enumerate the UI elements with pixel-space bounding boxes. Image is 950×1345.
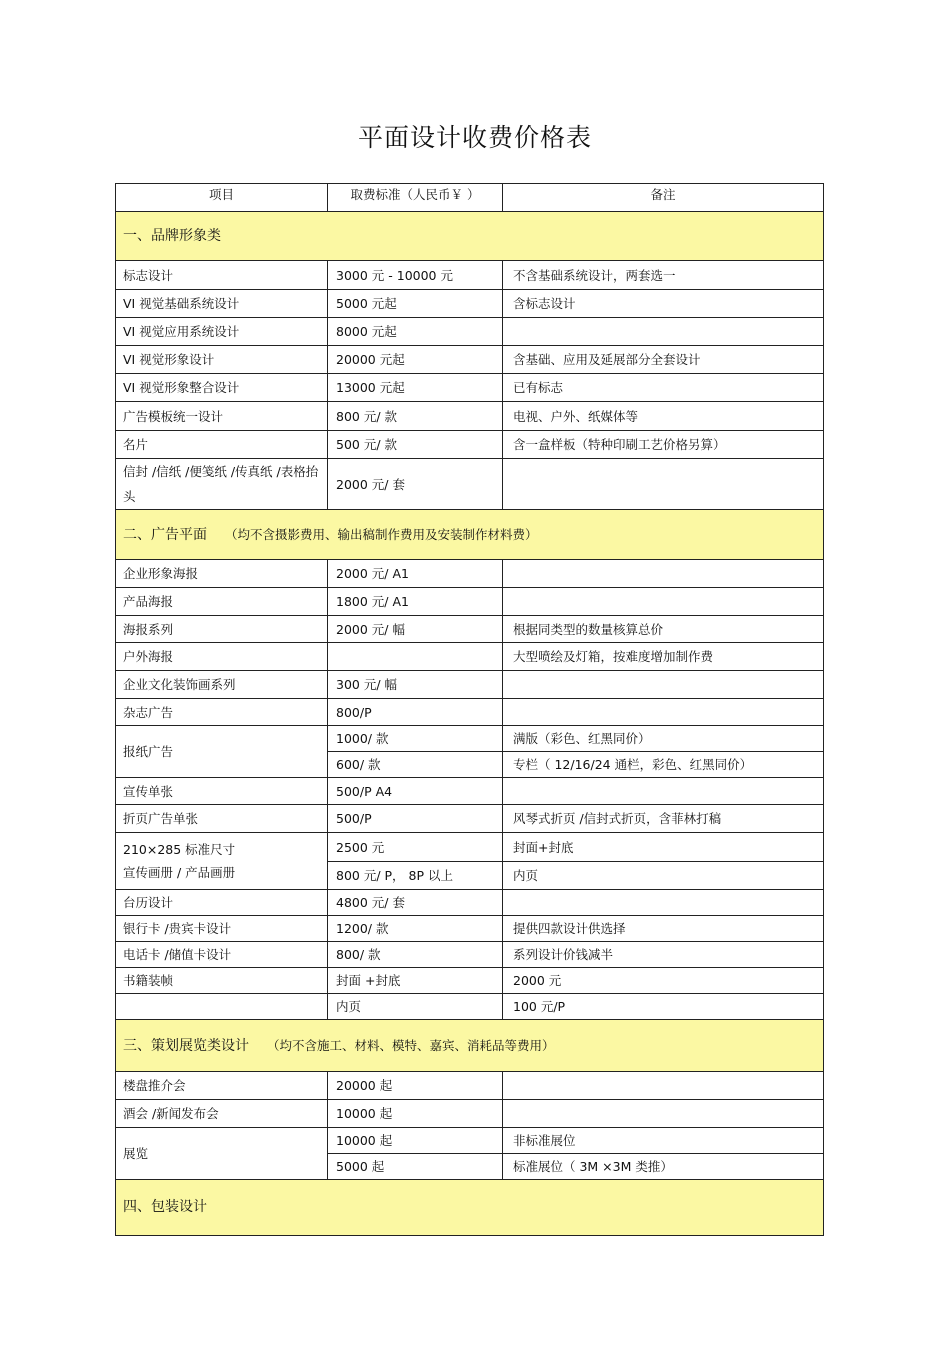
- fee-cell: 2000 元/ 幅: [328, 616, 503, 643]
- table-row: [116, 643, 824, 671]
- note-cell: 含标志设计: [503, 290, 824, 318]
- item-cell: VI 视觉形象整合设计: [116, 374, 328, 402]
- note-cell: 大型喷绘及灯箱，按难度增加制作费: [503, 643, 824, 671]
- table-row: [116, 916, 824, 942]
- header-item: 项目: [116, 184, 328, 212]
- item-cell: 银行卡 /贵宾卡设计: [116, 916, 328, 942]
- section-row: [116, 510, 824, 560]
- section-label: 二、广告平面: [123, 526, 207, 543]
- section-brand: [116, 212, 824, 261]
- note-cell: [503, 890, 824, 916]
- item-cell: 展览: [116, 1128, 328, 1180]
- table-row: [116, 833, 824, 862]
- section-label: 一、品牌形象类: [123, 227, 221, 244]
- item-cell: 信封 /信纸 /便笺纸 /传真纸 /表格抬头: [116, 459, 328, 510]
- section-ad: [116, 510, 824, 560]
- fee-cell: 2500 元: [328, 833, 503, 862]
- fee-cell: 4800 元/ 套: [328, 890, 503, 916]
- fee-cell: 2000 元/ 套: [328, 459, 503, 510]
- note-cell: 提供四款设计供选择: [503, 916, 824, 942]
- fee-cell: 800 元/ 款: [328, 402, 503, 431]
- item-cell: 产品海报: [116, 588, 328, 616]
- table-row: [116, 1128, 824, 1154]
- table-row: [116, 588, 824, 616]
- fee-cell: 600/ 款: [328, 752, 503, 778]
- note-cell: 专栏（ 12/16/24 通栏，彩色、红黑同价）: [503, 752, 824, 778]
- item-cell: 户外海报: [116, 643, 328, 671]
- table-row: [116, 778, 824, 805]
- price-table: [115, 183, 824, 1236]
- table-row: [116, 374, 824, 402]
- item-cell: 企业形象海报: [116, 560, 328, 588]
- note-cell: 100 元/P: [503, 994, 824, 1020]
- note-cell: 不含基础系统设计，两套选一: [503, 261, 824, 290]
- page-title: 平面设计收费价格表: [357, 123, 592, 152]
- fee-cell: 800 元/ P， 8P 以上: [328, 862, 503, 890]
- section-label: 三、策划展览类设计: [123, 1037, 249, 1054]
- table-row: [116, 402, 824, 431]
- section-plan: [116, 1020, 824, 1072]
- note-cell: 风琴式折页 /信封式折页，含菲林打稿: [503, 805, 824, 833]
- note-cell: [503, 588, 824, 616]
- item-cell: 杂志广告: [116, 699, 328, 726]
- note-cell: 含基础、应用及延展部分全套设计: [503, 346, 824, 374]
- fee-cell: 300 元/ 幅: [328, 671, 503, 699]
- fee-cell: [328, 643, 503, 671]
- item-label-line: 宣传画册 / 产品画册: [123, 865, 236, 880]
- item-label-line: 210×285 标准尺寸: [123, 842, 236, 857]
- fee-cell: 内页: [328, 994, 503, 1020]
- section-note: （均不含施工、材料、模特、嘉宾、消耗品等费用）: [267, 1037, 555, 1053]
- item-cell: 酒会 /新闻发布会: [116, 1100, 328, 1128]
- note-cell: 内页: [503, 862, 824, 890]
- table-row: [116, 616, 824, 643]
- table-row: [116, 994, 824, 1020]
- item-cell: VI 视觉应用系统设计: [116, 318, 328, 346]
- fee-cell: 500 元/ 款: [328, 431, 503, 459]
- item-cell: [116, 833, 328, 890]
- note-cell: 含一盒样板（特种印刷工艺价格另算）: [503, 431, 824, 459]
- table-row: [116, 726, 824, 752]
- item-cell: [116, 994, 328, 1020]
- section-packaging: [116, 1180, 824, 1236]
- note-cell: [503, 1072, 824, 1100]
- item-cell: 书籍装帧: [116, 968, 328, 994]
- item-cell: 标志设计: [116, 261, 328, 290]
- note-cell: [503, 318, 824, 346]
- item-cell: 楼盘推介会: [116, 1072, 328, 1100]
- section-label: 四、包装设计: [123, 1199, 207, 1215]
- fee-cell: 1000/ 款: [328, 726, 503, 752]
- note-cell: 非标准展位: [503, 1128, 824, 1154]
- table-row: [116, 1072, 824, 1100]
- note-cell: [503, 671, 824, 699]
- note-cell: [503, 778, 824, 805]
- header-note: 备注: [503, 184, 824, 212]
- note-cell: 系列设计价钱减半: [503, 942, 824, 968]
- note-cell: 满版（彩色、红黑同价）: [503, 726, 824, 752]
- fee-cell: 500/P A4: [328, 778, 503, 805]
- item-cell: 企业文化装饰画系列: [116, 671, 328, 699]
- item-cell: 折页广告单张: [116, 805, 328, 833]
- fee-cell: 1800 元/ A1: [328, 588, 503, 616]
- table-row: [116, 671, 824, 699]
- note-cell: [503, 699, 824, 726]
- fee-cell: 5000 元起: [328, 290, 503, 318]
- table-row: [116, 1100, 824, 1128]
- item-cell: 台历设计: [116, 890, 328, 916]
- note-cell: 标准展位（ 3M ×3M 类推）: [503, 1154, 824, 1180]
- header-fee: 取费标准（人民币￥ ）: [328, 184, 503, 212]
- fee-cell: 10000 起: [328, 1100, 503, 1128]
- table-row: [116, 261, 824, 290]
- note-cell: [503, 560, 824, 588]
- note-cell: 已有标志: [503, 374, 824, 402]
- note-cell: [503, 1100, 824, 1128]
- table-row: [116, 560, 824, 588]
- table-row: [116, 942, 824, 968]
- table-row: [116, 459, 824, 510]
- table-row: [116, 890, 824, 916]
- item-cell: 宣传单张: [116, 778, 328, 805]
- table-row: [116, 290, 824, 318]
- note-cell: 根据同类型的数量核算总价: [503, 616, 824, 643]
- fee-cell: 10000 起: [328, 1128, 503, 1154]
- item-cell: 电话卡 /储值卡设计: [116, 942, 328, 968]
- fee-cell: 20000 起: [328, 1072, 503, 1100]
- fee-cell: 2000 元/ A1: [328, 560, 503, 588]
- note-cell: [503, 459, 824, 510]
- fee-cell: 5000 起: [328, 1154, 503, 1180]
- item-cell: 报纸广告: [116, 726, 328, 778]
- item-cell: 名片: [116, 431, 328, 459]
- table-row: [116, 699, 824, 726]
- table-header-row: [116, 184, 824, 212]
- item-cell: 广告模板统一设计: [116, 402, 328, 431]
- note-cell: 电视、户外、纸媒体等: [503, 402, 824, 431]
- fee-cell: 封面 +封底: [328, 968, 503, 994]
- fee-cell: 8000 元起: [328, 318, 503, 346]
- fee-cell: 3000 元 - 10000 元: [328, 261, 503, 290]
- fee-cell: 800/P: [328, 699, 503, 726]
- item-cell: VI 视觉基础系统设计: [116, 290, 328, 318]
- section-note: （均不含摄影费用、输出稿制作费用及安装制作材料费）: [225, 526, 538, 542]
- item-cell: VI 视觉形象设计: [116, 346, 328, 374]
- table-row: [116, 431, 824, 459]
- item-cell: 海报系列: [116, 616, 328, 643]
- section-row: [116, 212, 824, 261]
- table-row: [116, 346, 824, 374]
- table-row: [116, 805, 824, 833]
- section-row: [116, 1020, 824, 1072]
- fee-cell: 800/ 款: [328, 942, 503, 968]
- section-row: [116, 1180, 824, 1236]
- table-row: [116, 968, 824, 994]
- table-row: [116, 318, 824, 346]
- fee-cell: 1200/ 款: [328, 916, 503, 942]
- note-cell: 2000 元: [503, 968, 824, 994]
- fee-cell: 20000 元起: [328, 346, 503, 374]
- note-cell: 封面+封底: [503, 833, 824, 862]
- fee-cell: 500/P: [328, 805, 503, 833]
- fee-cell: 13000 元起: [328, 374, 503, 402]
